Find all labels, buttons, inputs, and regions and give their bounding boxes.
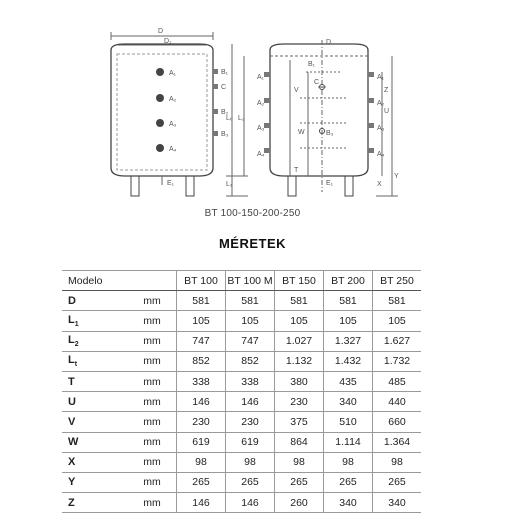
label-L1: L₁ xyxy=(226,181,233,188)
table-row xyxy=(62,412,421,432)
label-D-side: D xyxy=(326,39,332,46)
table-header-row xyxy=(62,271,421,291)
row-value: 340 xyxy=(373,493,422,513)
row-value: 1.627 xyxy=(373,331,422,351)
side-view xyxy=(264,40,398,196)
row-value: 660 xyxy=(373,412,422,432)
row-value: 230 xyxy=(275,392,324,412)
row-value: 485 xyxy=(373,371,422,391)
label-A2-side: A₂ xyxy=(257,100,265,107)
row-label-main: W xyxy=(68,436,79,449)
table-row xyxy=(62,371,421,391)
row-label xyxy=(62,371,128,391)
row-value: 146 xyxy=(177,392,226,412)
label-C: C xyxy=(221,84,227,91)
row-value: 98 xyxy=(275,452,324,472)
row-unit: mm xyxy=(128,412,177,432)
row-value: 1.027 xyxy=(275,331,324,351)
row-value: 380 xyxy=(275,371,324,391)
row-label xyxy=(62,472,128,492)
label-D1: D₁ xyxy=(164,38,172,45)
row-label-main: L xyxy=(68,334,75,347)
label-A4: A₄ xyxy=(169,146,177,153)
row-unit: mm xyxy=(128,472,177,492)
table-row xyxy=(62,331,421,351)
table-row xyxy=(62,452,421,472)
label-T: T xyxy=(294,167,299,174)
row-unit: mm xyxy=(128,311,177,331)
row-label xyxy=(62,452,128,472)
table-row xyxy=(62,392,421,412)
row-value: 338 xyxy=(226,371,275,391)
label-V: V xyxy=(294,87,299,94)
row-value: 265 xyxy=(226,472,275,492)
row-label-main: L xyxy=(68,313,75,326)
row-label xyxy=(62,351,128,371)
row-value: 852 xyxy=(226,351,275,371)
label-D: D xyxy=(158,28,164,35)
header-bt100m: BT 100 M xyxy=(226,271,275,291)
label-A2: A₂ xyxy=(169,96,177,103)
label-Lt: Lₜ xyxy=(226,115,232,122)
row-value: 146 xyxy=(226,392,275,412)
row-value: 146 xyxy=(177,493,226,513)
label-A3-side: A₃ xyxy=(257,125,265,132)
row-value: 619 xyxy=(226,432,275,452)
row-label-main: D xyxy=(68,294,76,307)
row-value: 1.327 xyxy=(324,331,373,351)
row-label xyxy=(62,412,128,432)
row-value: 581 xyxy=(373,291,422,311)
header-bt150: BT 150 xyxy=(275,271,324,291)
row-label xyxy=(62,291,128,311)
header-bt200: BT 200 xyxy=(324,271,373,291)
row-value: 581 xyxy=(275,291,324,311)
row-value: 265 xyxy=(324,472,373,492)
row-value: 619 xyxy=(177,432,226,452)
row-label xyxy=(62,331,128,351)
label-A2-side-r: A₂ xyxy=(377,100,385,107)
table-row xyxy=(62,493,421,513)
row-label-subscript: 2 xyxy=(74,341,79,349)
label-X: X xyxy=(377,181,382,188)
row-value: 581 xyxy=(324,291,373,311)
label-B3-side: B₃ xyxy=(326,130,334,137)
row-value: 1.364 xyxy=(373,432,422,452)
dimensions-table xyxy=(62,270,421,513)
section-heading: MÉRETEK xyxy=(218,236,287,251)
row-unit: mm xyxy=(128,291,177,311)
row-unit: mm xyxy=(128,493,177,513)
row-label-main: Y xyxy=(68,476,76,489)
row-value: 1.732 xyxy=(373,351,422,371)
row-value: 864 xyxy=(275,432,324,452)
label-C-side: C xyxy=(314,79,320,86)
label-B1: B₁ xyxy=(221,69,229,76)
label-A4-side-r: A₄ xyxy=(377,151,385,158)
row-value: 98 xyxy=(177,452,226,472)
row-value: 581 xyxy=(226,291,275,311)
row-value: 105 xyxy=(226,311,275,331)
row-value: 265 xyxy=(177,472,226,492)
label-U: U xyxy=(384,108,390,115)
row-value: 230 xyxy=(226,412,275,432)
row-value: 105 xyxy=(324,311,373,331)
row-label-main: V xyxy=(68,415,76,428)
label-A1-side-r: A₁ xyxy=(377,74,385,81)
label-A4-side: A₄ xyxy=(257,151,265,158)
table-row xyxy=(62,291,421,311)
row-value: 440 xyxy=(373,392,422,412)
label-Y: Y xyxy=(394,173,399,180)
model-caption: BT 100-150-200-250 xyxy=(204,208,301,219)
label-W: W xyxy=(298,129,305,136)
row-label xyxy=(62,392,128,412)
row-label-main: U xyxy=(68,395,76,408)
row-value: 747 xyxy=(226,331,275,351)
row-label xyxy=(62,311,128,331)
label-E1-side: E₁ xyxy=(326,180,334,187)
table-row xyxy=(62,311,421,331)
row-label-main: L xyxy=(68,354,75,367)
row-value: 105 xyxy=(373,311,422,331)
label-A1-side: A₁ xyxy=(257,74,265,81)
row-value: 340 xyxy=(324,493,373,513)
header-bt250: BT 250 xyxy=(373,271,422,291)
row-value: 265 xyxy=(275,472,324,492)
row-value: 581 xyxy=(177,291,226,311)
header-model: Modelo xyxy=(62,271,128,291)
table-row xyxy=(62,351,421,371)
row-unit: mm xyxy=(128,331,177,351)
row-unit: mm xyxy=(128,432,177,452)
row-value: 340 xyxy=(324,392,373,412)
row-value: 230 xyxy=(177,412,226,432)
label-A3: A₃ xyxy=(169,121,177,128)
row-value: 105 xyxy=(275,311,324,331)
row-unit: mm xyxy=(128,371,177,391)
label-A3-side-r: A₃ xyxy=(377,125,385,132)
row-value: 98 xyxy=(226,452,275,472)
row-label-main: Z xyxy=(68,496,75,509)
row-value: 338 xyxy=(177,371,226,391)
row-value: 852 xyxy=(177,351,226,371)
row-value: 747 xyxy=(177,331,226,351)
row-value: 435 xyxy=(324,371,373,391)
row-label xyxy=(62,432,128,452)
row-value: 375 xyxy=(275,412,324,432)
label-B3: B₃ xyxy=(221,131,229,138)
row-value: 1.114 xyxy=(324,432,373,452)
header-unit xyxy=(128,271,177,291)
row-value: 146 xyxy=(226,493,275,513)
row-label-subscript: t xyxy=(74,361,78,369)
label-B2: B₂ xyxy=(221,109,229,116)
table-row xyxy=(62,472,421,492)
row-value: 105 xyxy=(177,311,226,331)
table-row xyxy=(62,432,421,452)
row-value: 1.132 xyxy=(275,351,324,371)
side-view-labels xyxy=(257,39,399,188)
header-bt100: BT 100 xyxy=(177,271,226,291)
row-value: 1.432 xyxy=(324,351,373,371)
label-E1: E₁ xyxy=(167,180,175,187)
row-value: 265 xyxy=(373,472,422,492)
row-label-main: T xyxy=(68,375,75,388)
row-value: 98 xyxy=(324,452,373,472)
tank-technical-drawing xyxy=(0,0,505,230)
row-unit: mm xyxy=(128,392,177,412)
row-value: 98 xyxy=(373,452,422,472)
row-label-main: X xyxy=(68,456,76,469)
row-unit: mm xyxy=(128,452,177,472)
row-label-subscript: 1 xyxy=(74,321,79,329)
row-value: 260 xyxy=(275,493,324,513)
row-label xyxy=(62,493,128,513)
row-unit: mm xyxy=(128,351,177,371)
row-value: 510 xyxy=(324,412,373,432)
label-B1-side: B₁ xyxy=(308,61,316,68)
label-A1: A₁ xyxy=(169,70,177,77)
label-L2: L₂ xyxy=(238,115,245,122)
label-Z: Z xyxy=(384,87,389,94)
